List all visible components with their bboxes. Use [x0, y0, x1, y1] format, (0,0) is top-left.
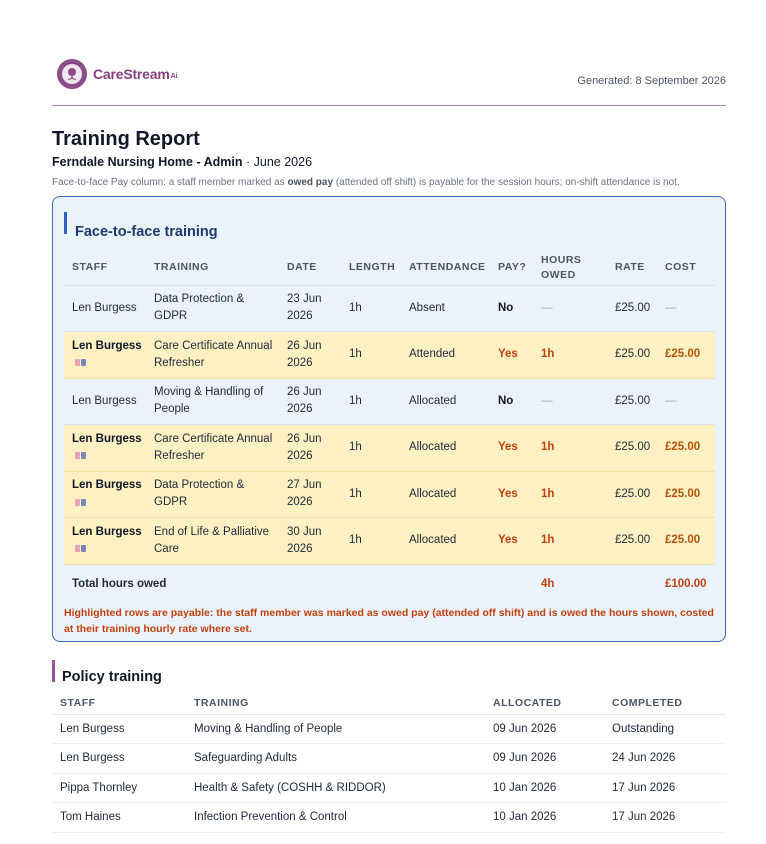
date-cell: [279, 332, 341, 379]
col-training: TRAINING: [186, 692, 485, 714]
pay-cell-text: No: [498, 301, 514, 314]
date-cell-text: 30 Jun 2026: [287, 525, 322, 555]
hours-owed-cell: [533, 285, 607, 332]
hours-owed-cell-text: 1h: [541, 348, 555, 361]
policy-table: [52, 692, 726, 833]
total-spacer: [607, 564, 657, 604]
completed-cell: [604, 714, 726, 744]
training-cell-text: Safeguarding Adults: [194, 752, 297, 765]
allocated-cell-text: 09 Jun 2026: [493, 722, 557, 735]
table-row: [64, 471, 715, 518]
tree-icon: [57, 59, 87, 89]
cost-cell-text: £25.00: [665, 348, 701, 361]
rate-cell: [607, 332, 657, 379]
training-cell-text: Health & Safety (COSHH & RIDDOR): [194, 781, 386, 794]
completed-cell: [604, 744, 726, 774]
owed-pay-flag-icon: [75, 452, 86, 459]
col-attendance: ATTENDANCE: [401, 251, 490, 285]
length-cell: [341, 332, 401, 379]
date-cell-text: 27 Jun 2026: [287, 479, 322, 509]
training-cell: [146, 378, 279, 425]
cost-cell: [657, 378, 715, 425]
hours-owed-cell: [533, 425, 607, 472]
allocated-cell-text: 09 Jun 2026: [493, 752, 557, 765]
table-row: [64, 285, 715, 332]
training-cell: [146, 332, 279, 379]
training-cell-text: End of Life & Palliative Care: [154, 525, 270, 555]
pay-note-suffix: (attended off shift) is payable for the session hours; on-shift attendance is not.: [333, 177, 680, 188]
rate-cell: [607, 518, 657, 565]
table-row: [52, 803, 726, 833]
attendance-cell: [401, 425, 490, 472]
length-cell-text: 1h: [349, 301, 362, 314]
cost-cell-text: —: [665, 394, 677, 407]
col-length: LENGTH: [341, 251, 401, 285]
attendance-cell: [401, 332, 490, 379]
hours-owed-cell: [533, 471, 607, 518]
rate-cell-text: £25.00: [615, 394, 651, 407]
staff-cell: [52, 744, 186, 774]
date-cell: [279, 471, 341, 518]
hours-owed-cell-text: —: [541, 394, 553, 407]
total-row: [64, 564, 715, 604]
training-cell: [146, 471, 279, 518]
table-row: [64, 332, 715, 379]
completed-cell: [604, 803, 726, 833]
completed-cell-text: Outstanding: [612, 722, 675, 735]
length-cell-text: 1h: [349, 534, 362, 547]
length-cell-text: 1h: [349, 441, 362, 454]
pay-cell: [490, 471, 533, 518]
cost-cell-text: —: [665, 301, 677, 314]
attendance-cell-text: Allocated: [409, 441, 457, 454]
staff-cell-text: Len Burgess: [72, 301, 137, 314]
pay-cell: [490, 285, 533, 332]
training-cell-text: Data Protection & GDPR: [154, 479, 245, 509]
table-header-row: [64, 251, 715, 285]
staff-cell: [52, 773, 186, 803]
total-hours: 4h: [541, 577, 555, 590]
staff-cell-text: Pippa Thornley: [60, 781, 138, 794]
attendance-cell-text: Attended: [409, 348, 456, 361]
col-training: TRAINING: [146, 251, 279, 285]
attendance-cell: [401, 518, 490, 565]
attendance-cell: [401, 285, 490, 332]
col-allocated: ALLOCATED: [485, 692, 604, 714]
allocated-cell-text: 10 Jan 2026: [493, 811, 557, 824]
staff-cell-text: Len Burgess: [72, 525, 142, 538]
hours-owed-cell-text: 1h: [541, 487, 555, 500]
training-cell-text: Care Certificate Annual Refresher: [154, 339, 273, 369]
length-cell: [341, 378, 401, 425]
col-staff: STAFF: [64, 251, 146, 285]
rate-cell-text: £25.00: [615, 441, 651, 454]
pay-note-prefix: Face-to-face Pay column: a staff member marked as: [52, 177, 288, 188]
training-cell: [186, 714, 485, 744]
hours-owed-cell: [533, 518, 607, 565]
staff-cell: [64, 518, 146, 565]
training-cell: [186, 803, 485, 833]
table-header-row: [52, 692, 726, 714]
allocated-cell-text: 10 Jan 2026: [493, 781, 557, 794]
attendance-cell-text: Allocated: [409, 487, 457, 500]
col-date: DATE: [279, 251, 341, 285]
generated-date: Generated: 8 September 2026: [577, 75, 726, 87]
table-row: [52, 714, 726, 744]
training-cell: [146, 425, 279, 472]
cost-cell: [657, 285, 715, 332]
table-row: [52, 773, 726, 803]
training-cell-text: Data Protection & GDPR: [154, 293, 245, 323]
completed-cell-text: 17 Jun 2026: [612, 781, 676, 794]
pay-cell-text: Yes: [498, 348, 518, 361]
hours-owed-cell: [533, 332, 607, 379]
rate-cell: [607, 471, 657, 518]
date-cell-text: 23 Jun 2026: [287, 293, 322, 323]
staff-cell-text: Len Burgess: [60, 722, 125, 735]
cost-cell: [657, 332, 715, 379]
cost-cell: [657, 518, 715, 565]
hours-owed-cell-text: —: [541, 301, 553, 314]
rate-cell-text: £25.00: [615, 301, 651, 314]
training-cell: [186, 744, 485, 774]
staff-cell-text: Tom Haines: [60, 811, 121, 824]
length-cell-text: 1h: [349, 487, 362, 500]
table-row: [52, 744, 726, 774]
table-row: [64, 425, 715, 472]
section-accent-bar: [64, 212, 67, 234]
training-cell-text: Moving & Handling of People: [154, 386, 264, 416]
staff-cell-text: Len Burgess: [72, 432, 142, 445]
home-name: Ferndale Nursing Home - Admin: [52, 155, 243, 169]
cost-cell-text: £25.00: [665, 487, 701, 500]
staff-cell: [52, 714, 186, 744]
date-cell: [279, 378, 341, 425]
pay-cell: [490, 518, 533, 565]
staff-cell: [52, 803, 186, 833]
date-cell-text: 26 Jun 2026: [287, 432, 322, 462]
table-row: [64, 518, 715, 565]
allocated-cell: [485, 803, 604, 833]
training-cell: [146, 518, 279, 565]
report-period: · June 2026: [242, 155, 313, 169]
page-title: Training Report: [52, 128, 200, 150]
pay-cell-text: Yes: [498, 441, 518, 454]
pay-note: [52, 177, 680, 188]
pay-cell-text: Yes: [498, 487, 518, 500]
pay-cell-text: Yes: [498, 534, 518, 547]
owed-pay-flag-icon: [75, 499, 86, 506]
policy-title: Policy training: [62, 669, 162, 685]
col-rate: RATE: [607, 251, 657, 285]
rate-cell-text: £25.00: [615, 487, 651, 500]
cost-cell-text: £25.00: [665, 441, 701, 454]
length-cell: [341, 425, 401, 472]
brand-logo: [57, 59, 178, 89]
attendance-cell-text: Absent: [409, 301, 445, 314]
col-completed: COMPLETED: [604, 692, 726, 714]
training-cell-text: Infection Prevention & Control: [194, 811, 347, 824]
brand-name: CareStream: [93, 66, 170, 82]
cost-cell-text: £25.00: [665, 534, 701, 547]
completed-cell-text: 24 Jun 2026: [612, 752, 676, 765]
date-cell: [279, 518, 341, 565]
brand-suffix: Ai: [170, 72, 178, 80]
allocated-cell: [485, 744, 604, 774]
training-cell: [146, 285, 279, 332]
length-cell: [341, 285, 401, 332]
staff-cell-text: Len Burgess: [72, 479, 142, 492]
rate-cell-text: £25.00: [615, 534, 651, 547]
total-label: Total hours owed: [72, 577, 167, 590]
payable-footnote: Highlighted rows are payable: the staff member was marked as owed pay (attended off shift) and is owed the hours shown, costed at their training hourly rate where set.: [64, 607, 714, 635]
staff-cell: [64, 378, 146, 425]
face-to-face-table: [64, 251, 715, 604]
training-cell-text: Moving & Handling of People: [194, 722, 343, 735]
owed-pay-flag-icon: [75, 545, 86, 552]
col-pay: PAY?: [490, 251, 533, 285]
staff-cell: [64, 285, 146, 332]
date-cell: [279, 285, 341, 332]
attendance-cell-text: Allocated: [409, 534, 457, 547]
face-to-face-panel: [52, 196, 726, 642]
completed-cell-text: 17 Jun 2026: [612, 811, 676, 824]
owed-pay-flag-icon: [75, 359, 86, 366]
length-cell-text: 1h: [349, 348, 362, 361]
face-to-face-title: Face-to-face training: [75, 224, 218, 240]
staff-cell: [64, 332, 146, 379]
training-cell: [186, 773, 485, 803]
hours-owed-cell-text: 1h: [541, 441, 555, 454]
cost-cell: [657, 471, 715, 518]
pay-note-emphasis: owed pay: [287, 177, 334, 188]
allocated-cell: [485, 773, 604, 803]
completed-cell: [604, 773, 726, 803]
length-cell: [341, 518, 401, 565]
rate-cell: [607, 285, 657, 332]
length-cell: [341, 471, 401, 518]
pay-cell: [490, 425, 533, 472]
rate-cell: [607, 378, 657, 425]
rate-cell: [607, 425, 657, 472]
cost-cell: [657, 425, 715, 472]
pay-cell-text: No: [498, 394, 514, 407]
staff-cell-text: Len Burgess: [60, 752, 125, 765]
attendance-cell: [401, 378, 490, 425]
date-cell: [279, 425, 341, 472]
training-cell-text: Care Certificate Annual Refresher: [154, 432, 273, 462]
hours-owed-cell: [533, 378, 607, 425]
report-subtitle: [52, 155, 312, 169]
allocated-cell: [485, 714, 604, 744]
table-row: [64, 378, 715, 425]
col-cost: COST: [657, 251, 715, 285]
staff-cell-text: Len Burgess: [72, 394, 137, 407]
pay-cell: [490, 378, 533, 425]
col-hours-owed: HOURS OWED: [533, 251, 607, 285]
length-cell-text: 1h: [349, 394, 362, 407]
attendance-cell-text: Allocated: [409, 394, 457, 407]
total-cost: £100.00: [665, 577, 707, 590]
col-staff: STAFF: [52, 692, 186, 714]
section-accent-bar: [52, 660, 55, 682]
staff-cell: [64, 471, 146, 518]
staff-cell: [64, 425, 146, 472]
report-header: [52, 58, 726, 106]
staff-cell-text: Len Burgess: [72, 339, 142, 352]
attendance-cell: [401, 471, 490, 518]
rate-cell-text: £25.00: [615, 348, 651, 361]
date-cell-text: 26 Jun 2026: [287, 386, 322, 416]
date-cell-text: 26 Jun 2026: [287, 339, 322, 369]
hours-owed-cell-text: 1h: [541, 534, 555, 547]
pay-cell: [490, 332, 533, 379]
